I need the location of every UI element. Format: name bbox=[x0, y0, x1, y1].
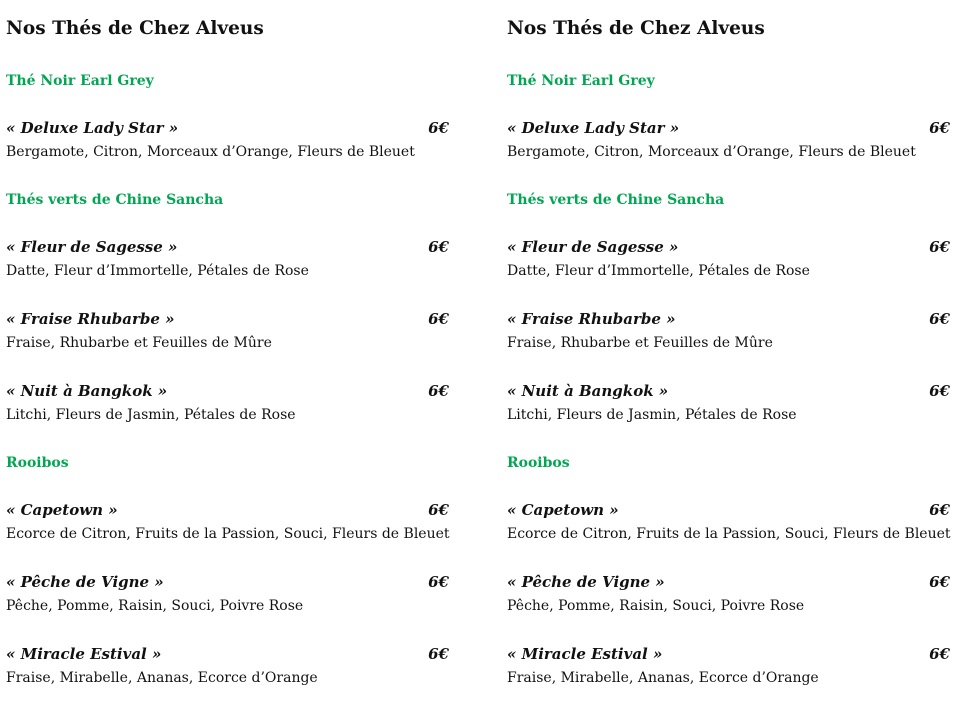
item-description: Fraise, Mirabelle, Ananas, Ecorce d’Orange bbox=[507, 670, 819, 686]
item-description: Fraise, Rhubarbe et Feuilles de Mûre bbox=[6, 335, 272, 351]
item-price: 6€ bbox=[428, 382, 449, 400]
item-name-row bbox=[6, 235, 449, 259]
item-description: Fraise, Mirabelle, Ananas, Ecorce d’Orange bbox=[6, 670, 318, 686]
item-name: « Fleur de Sagesse » bbox=[507, 238, 679, 256]
item-description: Litchi, Fleurs de Jasmin, Pétales de Rose bbox=[6, 407, 296, 423]
menu-section bbox=[6, 188, 449, 427]
item-name-row bbox=[507, 307, 950, 331]
item-price: 6€ bbox=[428, 119, 449, 137]
menu-section bbox=[507, 69, 950, 164]
item-name: « Nuit à Bangkok » bbox=[6, 382, 168, 400]
menu-section bbox=[6, 451, 449, 690]
item-name-row bbox=[507, 379, 950, 403]
item-price: 6€ bbox=[929, 119, 950, 137]
section-heading: Rooibos bbox=[507, 455, 570, 471]
item-name: « Fleur de Sagesse » bbox=[6, 238, 178, 256]
menu-item bbox=[507, 498, 950, 546]
item-description: Litchi, Fleurs de Jasmin, Pétales de Rose bbox=[507, 407, 797, 423]
item-name: « Pêche de Vigne » bbox=[507, 573, 665, 591]
menu-item bbox=[6, 235, 449, 283]
item-name-row bbox=[507, 498, 950, 522]
menu-item bbox=[507, 379, 950, 427]
section-heading: Rooibos bbox=[6, 455, 69, 471]
menu-title: Nos Thés de Chez Alveus bbox=[6, 18, 264, 39]
menu-item bbox=[6, 379, 449, 427]
section-heading: Thé Noir Earl Grey bbox=[6, 73, 154, 89]
item-name-row bbox=[6, 379, 449, 403]
section-heading: Thés verts de Chine Sancha bbox=[507, 192, 725, 208]
item-description: Datte, Fleur d’Immortelle, Pétales de Rose bbox=[507, 263, 810, 279]
item-price: 6€ bbox=[428, 645, 449, 663]
menu-section bbox=[507, 188, 950, 427]
menu-section bbox=[507, 451, 950, 690]
item-name: « Deluxe Lady Star » bbox=[507, 119, 680, 137]
item-name-row bbox=[6, 642, 449, 666]
menu-item bbox=[507, 642, 950, 690]
menu-item bbox=[6, 642, 449, 690]
menu-title: Nos Thés de Chez Alveus bbox=[507, 18, 765, 39]
menu-item bbox=[6, 570, 449, 618]
item-name-row bbox=[6, 498, 449, 522]
section-heading: Thé Noir Earl Grey bbox=[507, 73, 655, 89]
item-name: « Capetown » bbox=[6, 501, 118, 519]
item-price: 6€ bbox=[929, 310, 950, 328]
item-description: Ecorce de Citron, Fruits de la Passion, Souci, Fleurs de Bleuet bbox=[6, 526, 450, 542]
menu-item bbox=[507, 307, 950, 355]
item-description: Bergamote, Citron, Morceaux d’Orange, Fleurs de Bleuet bbox=[6, 144, 415, 160]
menu-item bbox=[507, 235, 950, 283]
item-price: 6€ bbox=[428, 310, 449, 328]
section-heading: Thés verts de Chine Sancha bbox=[6, 192, 224, 208]
item-name-row bbox=[507, 642, 950, 666]
item-name: « Nuit à Bangkok » bbox=[507, 382, 669, 400]
item-name-row bbox=[6, 116, 449, 140]
item-price: 6€ bbox=[428, 238, 449, 256]
item-price: 6€ bbox=[929, 238, 950, 256]
item-name: « Fraise Rhubarbe » bbox=[6, 310, 175, 328]
item-name: « Fraise Rhubarbe » bbox=[507, 310, 676, 328]
item-name: « Miracle Estival » bbox=[6, 645, 162, 663]
item-price: 6€ bbox=[929, 501, 950, 519]
menu-item bbox=[6, 116, 449, 164]
item-price: 6€ bbox=[428, 573, 449, 591]
item-name: « Pêche de Vigne » bbox=[6, 573, 164, 591]
item-name-row bbox=[507, 570, 950, 594]
item-price: 6€ bbox=[428, 501, 449, 519]
item-description: Pêche, Pomme, Raisin, Souci, Poivre Rose bbox=[6, 598, 304, 614]
item-name: « Deluxe Lady Star » bbox=[6, 119, 179, 137]
menu-item bbox=[6, 498, 449, 546]
item-description: Datte, Fleur d’Immortelle, Pétales de Rose bbox=[6, 263, 309, 279]
item-description: Fraise, Rhubarbe et Feuilles de Mûre bbox=[507, 335, 773, 351]
menu-column-right bbox=[507, 16, 950, 714]
menu-section bbox=[6, 69, 449, 164]
item-name-row bbox=[507, 116, 950, 140]
item-price: 6€ bbox=[929, 645, 950, 663]
item-name-row bbox=[6, 307, 449, 331]
item-price: 6€ bbox=[929, 382, 950, 400]
item-name: « Miracle Estival » bbox=[507, 645, 663, 663]
item-name-row bbox=[507, 235, 950, 259]
menu-column-left bbox=[6, 16, 449, 714]
item-name: « Capetown » bbox=[507, 501, 619, 519]
item-description: Bergamote, Citron, Morceaux d’Orange, Fleurs de Bleuet bbox=[507, 144, 916, 160]
menu-item bbox=[507, 116, 950, 164]
item-name-row bbox=[6, 570, 449, 594]
menu-item bbox=[507, 570, 950, 618]
item-description: Ecorce de Citron, Fruits de la Passion, Souci, Fleurs de Bleuet bbox=[507, 526, 951, 542]
menu-item bbox=[6, 307, 449, 355]
item-description: Pêche, Pomme, Raisin, Souci, Poivre Rose bbox=[507, 598, 805, 614]
item-price: 6€ bbox=[929, 573, 950, 591]
